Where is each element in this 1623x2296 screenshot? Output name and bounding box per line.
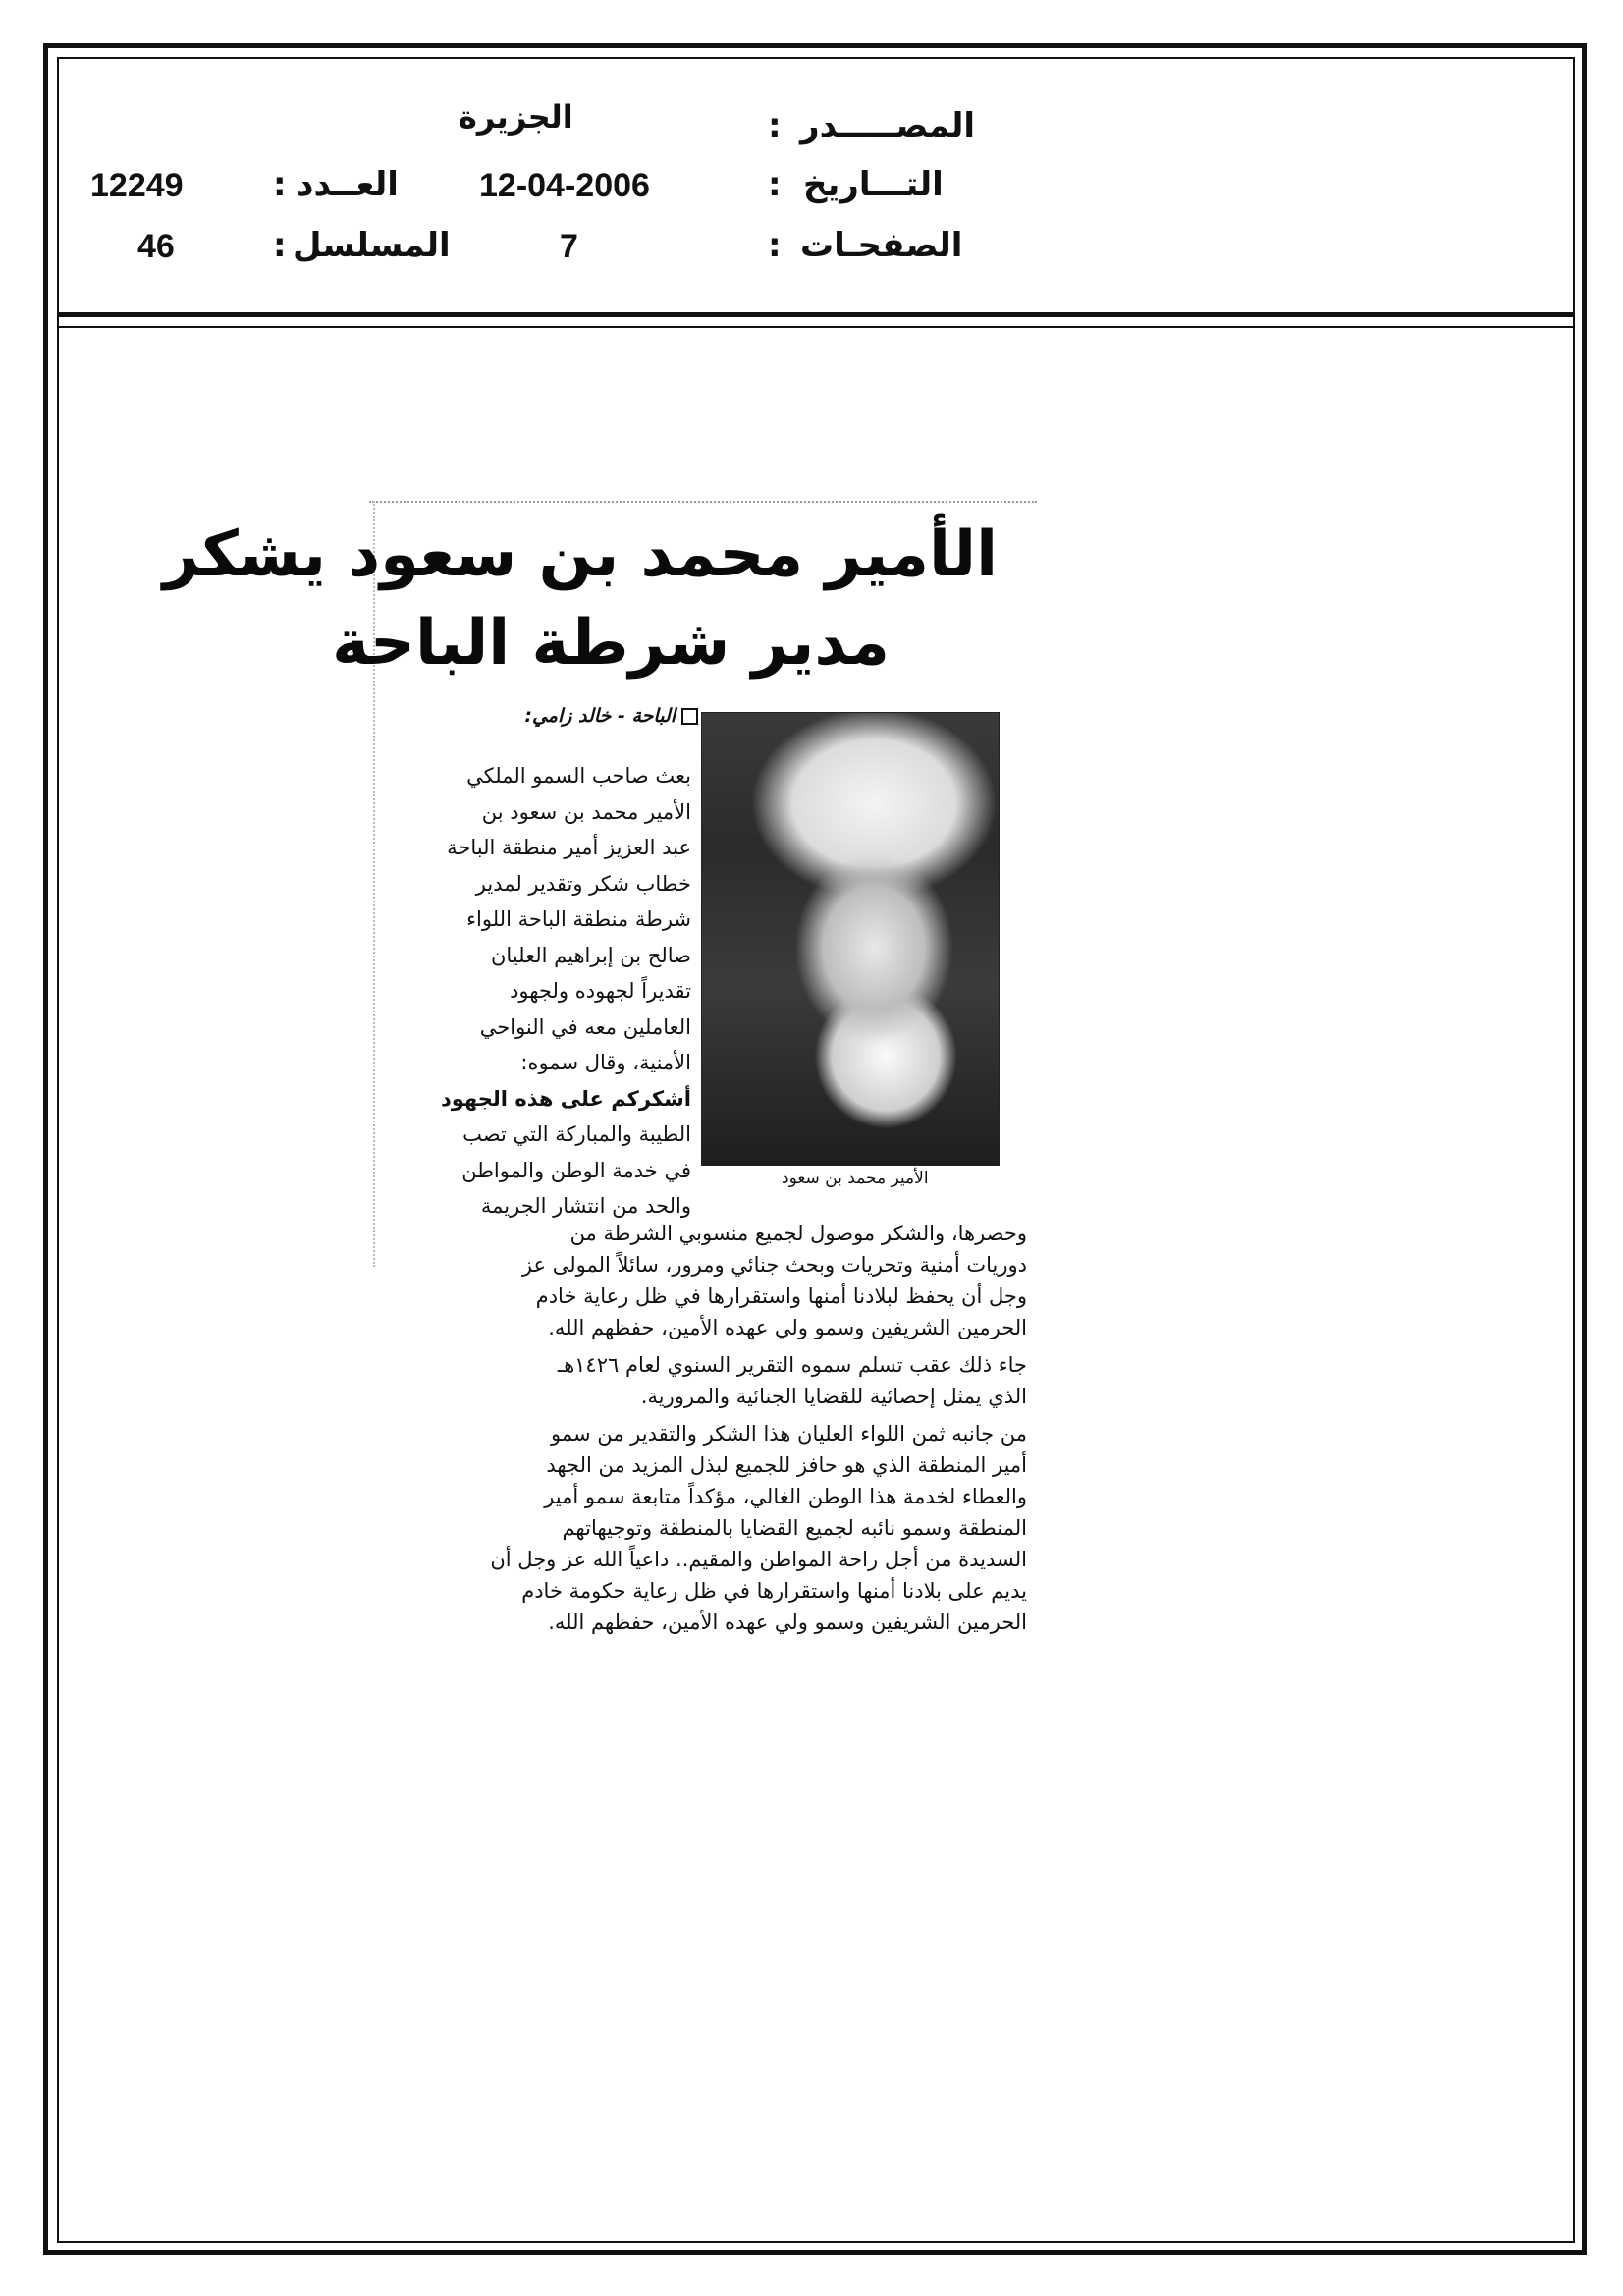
body-line: الحرمين الشريفين وسمو ولي عهده الأمين، حفظهم الله. xyxy=(548,1611,1027,1634)
pages-colon: : xyxy=(768,226,782,265)
body-line: جاء ذلك عقب تسلم سموه التقرير السنوي لعام ١٤٢٦هـ xyxy=(557,1353,1027,1377)
byline xyxy=(524,705,698,727)
body-line: وحصرها، والشكر موصول لجميع منسوبي الشرطة من xyxy=(569,1222,1027,1245)
portrait-photo xyxy=(701,712,1000,1166)
column-line: صالح بن إبراهيم العليان xyxy=(490,943,691,967)
source-value: الجزيرة xyxy=(459,98,573,136)
pages-value: 7 xyxy=(560,228,578,265)
column-line: الأمنية، وقال سموه: xyxy=(520,1051,691,1074)
headline-line-2: مدير شرطة الباحة xyxy=(332,607,890,680)
serial-label: المسلسل xyxy=(293,226,451,265)
serial-value: 46 xyxy=(137,228,175,265)
issue-value: 12249 xyxy=(90,167,184,204)
serial-colon: : xyxy=(273,226,287,265)
header-divider-thin xyxy=(57,326,1575,328)
column-line: الطيبة والمباركة التي تصب xyxy=(462,1122,691,1146)
issue-label: العــدد xyxy=(297,165,399,204)
source-label: المصـــــدر xyxy=(800,106,976,145)
issue-colon: : xyxy=(273,165,287,204)
column-line: شرطة منطقة الباحة اللواء xyxy=(466,907,691,931)
header-divider xyxy=(57,312,1575,317)
column-line: والحد من انتشار الجريمة xyxy=(480,1194,691,1218)
body-line: وجل أن يحفظ لبلادنا أمنها واستقرارها في ظل رعاية خادم xyxy=(535,1285,1027,1308)
column-line: أشكركم على هذه الجهود xyxy=(440,1086,691,1111)
article-column xyxy=(397,758,691,1225)
byline-bullet-icon xyxy=(681,708,698,725)
clipping-edge-top xyxy=(369,501,1037,505)
body-line: أمير المنطقة الذي هو حافز للجميع لبذل المزيد من الجهد xyxy=(546,1453,1027,1477)
source-colon: : xyxy=(768,106,782,145)
body-line: الذي يمثل إحصائية للقضايا الجنائية والمرورية. xyxy=(640,1385,1027,1408)
body-line: دوريات أمنية وتحريات وبحث جنائي ومرور، سائلاً المولى عز xyxy=(521,1253,1027,1277)
headline-line-1: الأمير محمد بن سعود يشكر xyxy=(162,519,998,591)
photo-caption: الأمير محمد بن سعود xyxy=(782,1169,929,1188)
byline-text: الباحة - خالد زامي: xyxy=(524,705,676,727)
column-line: العاملين معه في النواحي xyxy=(479,1014,691,1039)
body-line: يديم على بلادنا أمنها واستقرارها في ظل رعاية حكومة خادم xyxy=(521,1579,1027,1603)
newspaper-clipping xyxy=(162,491,1037,1669)
body-line: الحرمين الشريفين وسمو ولي عهده الأمين، حفظهم الله. xyxy=(548,1316,1027,1339)
column-line: بعث صاحب السمو الملكي xyxy=(466,764,691,788)
column-line: خطاب شكر وتقدير لمدير xyxy=(475,871,691,896)
date-label: التـــاريخ xyxy=(803,165,944,204)
body-line: من جانبه ثمن اللواء العليان هذا الشكر والتقدير من سمو xyxy=(550,1422,1027,1446)
article-body xyxy=(379,1218,1027,1638)
column-line: في خدمة الوطن والمواطن xyxy=(461,1158,691,1182)
date-colon: : xyxy=(768,165,782,204)
date-value: 12-04-2006 xyxy=(479,167,650,204)
column-line: عبد العزيز أمير منطقة الباحة xyxy=(447,836,691,859)
column-line: تقديراً لجهوده ولجهود xyxy=(510,979,691,1003)
column-line: الأمير محمد بن سعود بن xyxy=(481,799,691,824)
pages-label: الصفحـات xyxy=(800,226,963,265)
body-line: والعطاء لخدمة هذا الوطن الغالي، مؤكداً متابعة سمو أمير xyxy=(544,1485,1027,1508)
body-line: السديدة من أجل راحة المواطن والمقيم.. داعياً الله عز وجل أن xyxy=(490,1548,1027,1571)
body-line: المنطقة وسمو نائبه لجميع القضايا بالمنطقة وتوجيهاتهم xyxy=(562,1516,1027,1540)
